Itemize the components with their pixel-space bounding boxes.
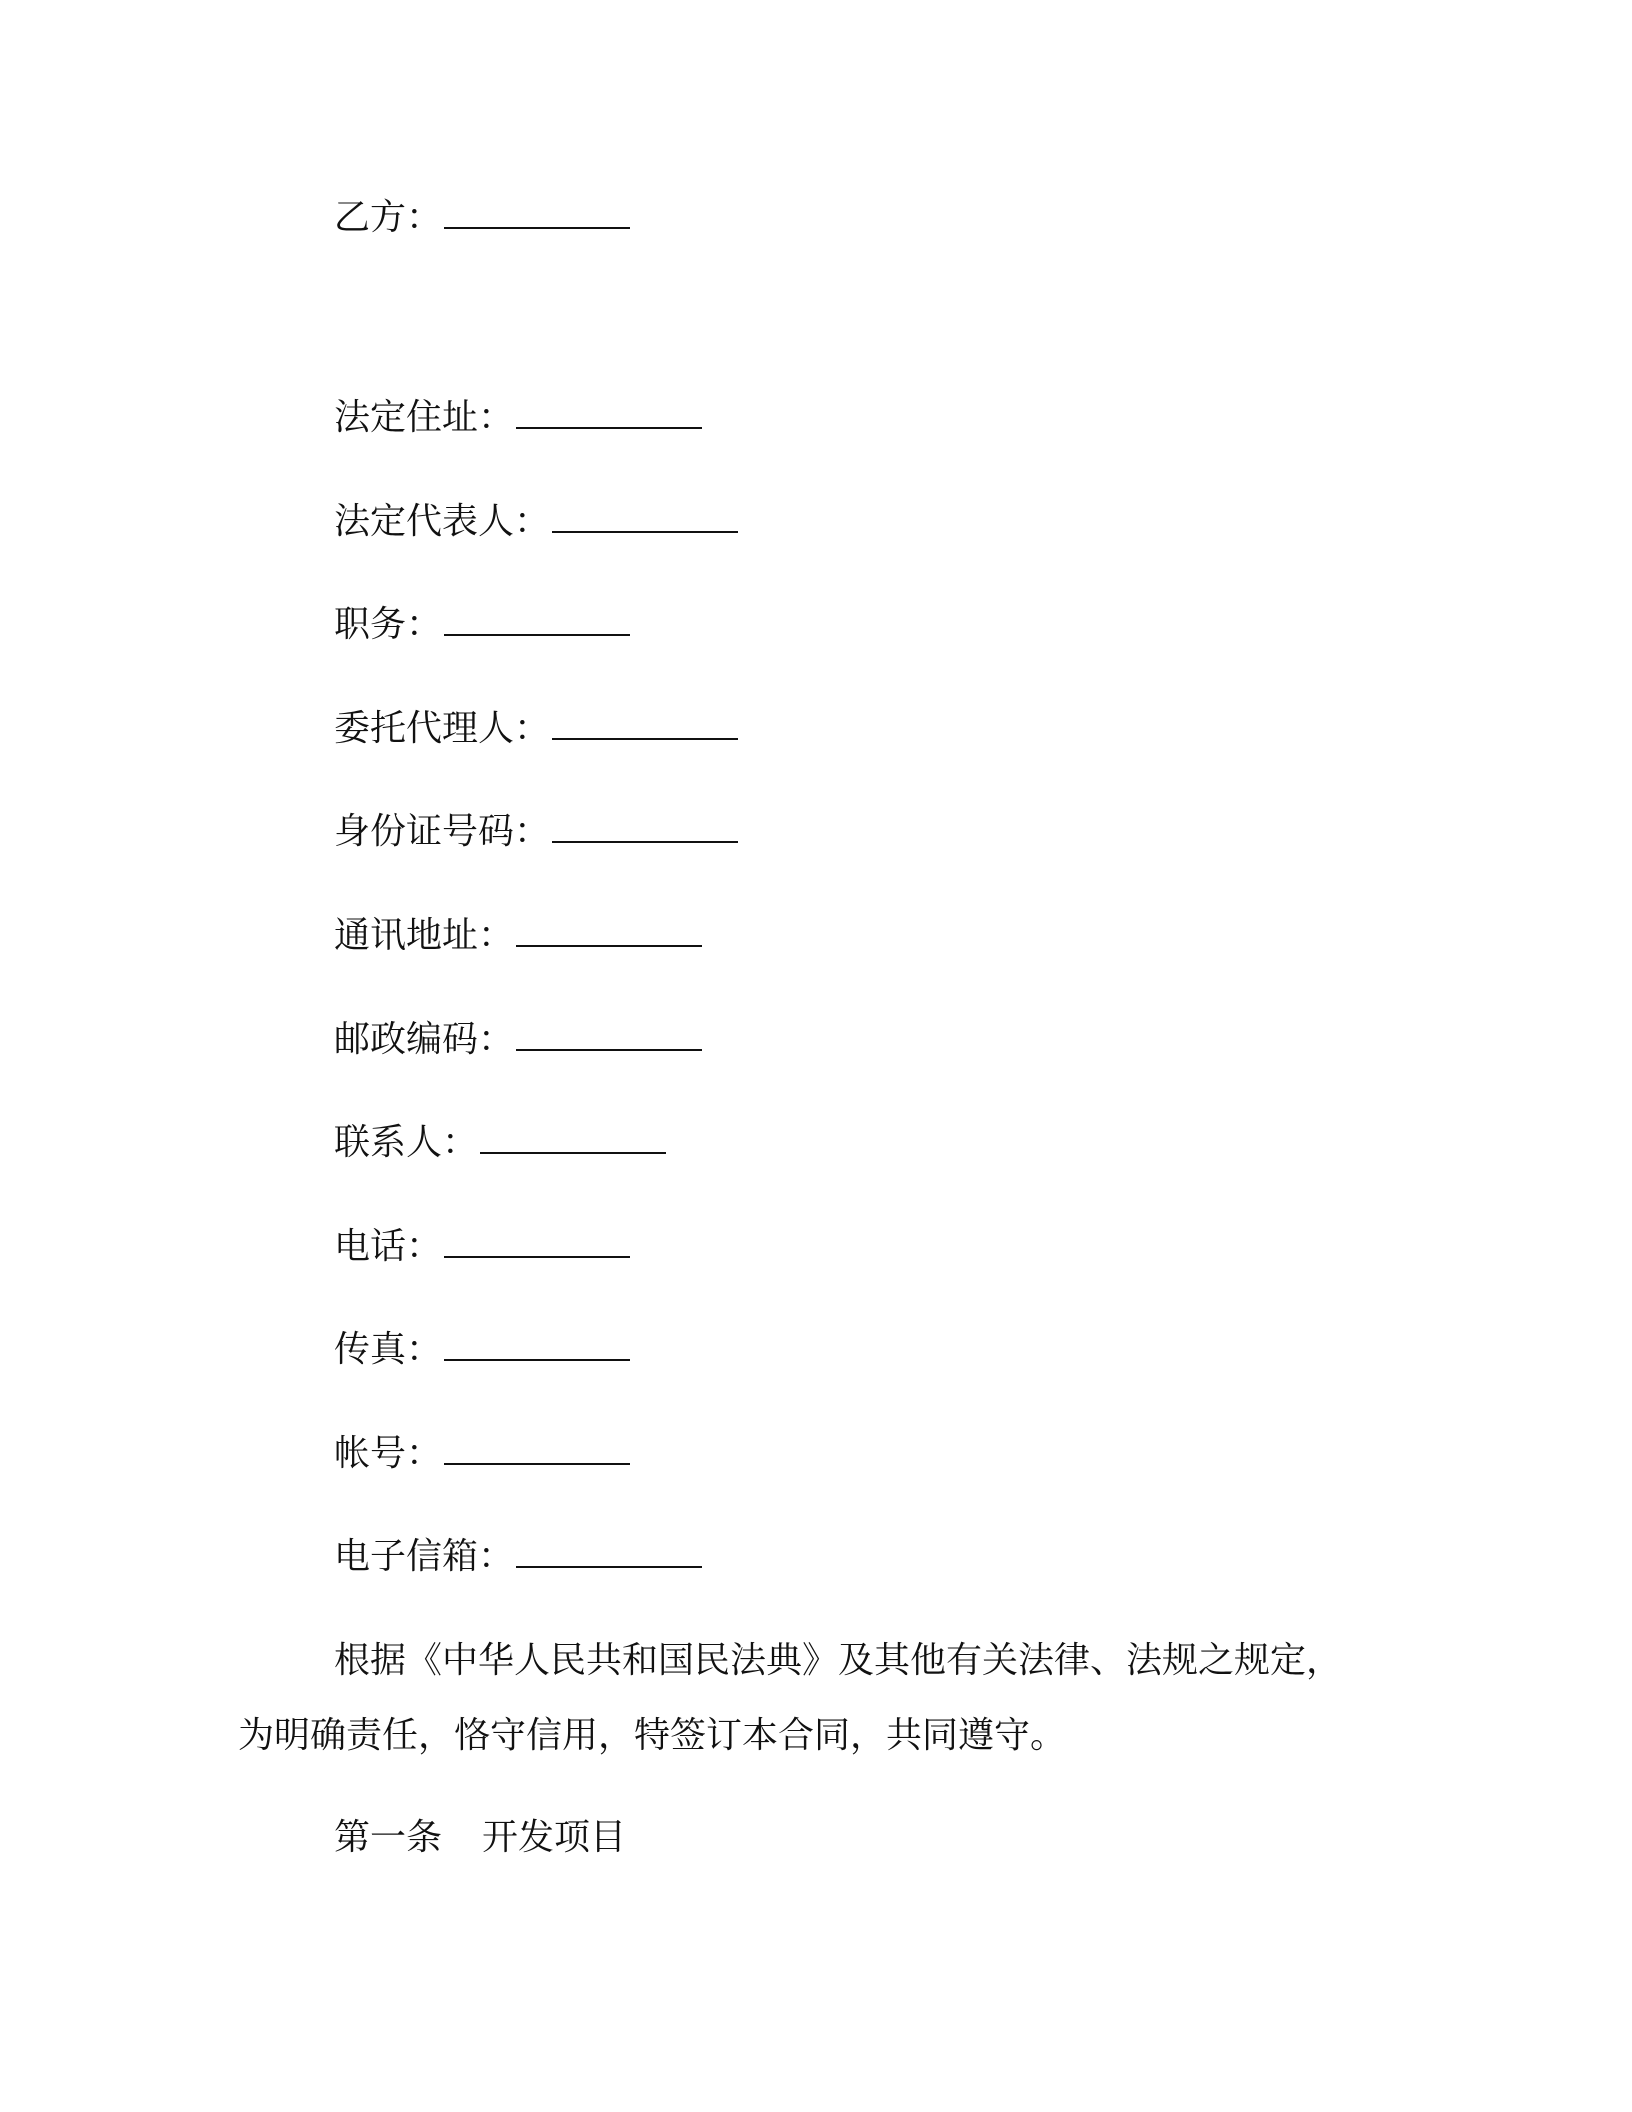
field-fax [334, 1328, 630, 1372]
field-label: 电话： [334, 1226, 443, 1267]
field-label: 职务： [334, 604, 443, 645]
field-party-b [334, 196, 630, 240]
field-label: 身份证号码： [334, 811, 551, 852]
field-label: 委托代理人： [334, 708, 551, 749]
fill-blank [444, 1331, 630, 1361]
article-heading [334, 1816, 626, 1860]
field-legal-address [334, 396, 702, 440]
field-legal-representative [334, 500, 738, 544]
field-label: 电子信箱： [334, 1536, 515, 1577]
fill-blank [444, 199, 630, 229]
fill-blank [552, 503, 738, 533]
fill-blank [516, 1021, 702, 1051]
field-authorized-agent [334, 707, 738, 751]
preamble-line-1: 根据《中华人民共和国民法典》及其他有关法律、法规之规定， [334, 1640, 1343, 1681]
field-email [334, 1535, 702, 1579]
field-label: 法定住址： [334, 397, 515, 438]
field-label: 法定代表人： [334, 501, 551, 542]
preamble-line-2: 为明确责任，恪守信用，特签订本合同，共同遵守。 [238, 1715, 1067, 1756]
fill-blank [516, 399, 702, 429]
fill-blank [444, 1435, 630, 1465]
fill-blank [516, 917, 702, 947]
article-title: 开发项目 [482, 1817, 627, 1858]
fill-blank [516, 1538, 702, 1568]
fill-blank [444, 606, 630, 636]
field-label: 乙方： [334, 197, 443, 238]
field-label: 帐号： [334, 1433, 443, 1474]
field-phone [334, 1225, 630, 1269]
field-label: 邮政编码： [334, 1019, 515, 1060]
field-label: 联系人： [334, 1122, 479, 1163]
field-mailing-address [334, 914, 702, 958]
fill-blank [480, 1124, 666, 1154]
fill-blank [552, 813, 738, 843]
field-postal-code [334, 1018, 702, 1062]
fill-blank [444, 1228, 630, 1258]
field-id-number [334, 810, 738, 854]
field-account-number [334, 1432, 630, 1476]
field-label: 通讯地址： [334, 915, 515, 956]
field-contact-person [334, 1121, 666, 1165]
fill-blank [552, 710, 738, 740]
field-position [334, 603, 630, 647]
field-label: 传真： [334, 1329, 443, 1370]
article-number: 第一条 [334, 1817, 443, 1858]
